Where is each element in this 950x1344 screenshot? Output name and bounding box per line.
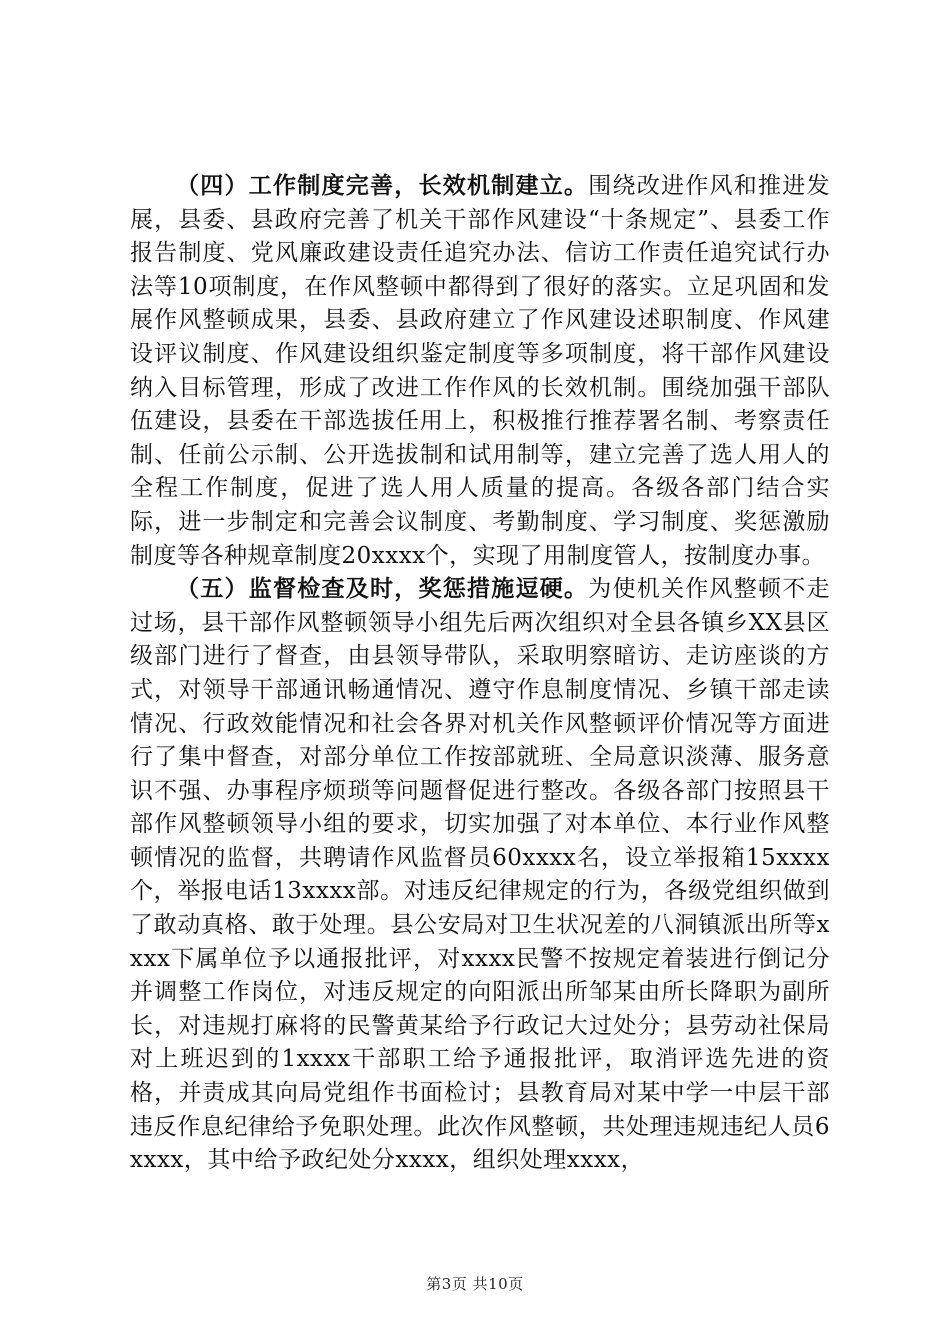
paragraph-section-5 xyxy=(130,573,830,1178)
paragraph-text: 围绕改进作风和推进发展，县委、县政府完善了机关干部作风建设“十条规定”、县委工作报告制度、党风廉政建设责任追究办法、信访工作责任追究试行办法等10项制度，在作风整顿中都得到了很好的落实。立足巩固和发展作风整顿成果，县委、县政府建立了作风建设述职制度、作风建设评议制度、作风建设组织鉴定制度等多项制度，将干部作风建设纳入目标管理，形成了改进工作作风的长效机制。围绕加强干部队伍建设，县委在干部选拔任用上，积极推行推荐署名制、考察责任制、任前公示制、公开选拔制和试用制等，建立完善了选人用人的全程工作制度，促进了选人用人质量的提高。各级各部门结合实际，进一步制定和完善会议制度、考勤制度、学习制度、奖惩激励制度等各种规章制度20xxxx个，实现了用制度管人，按制度办事。 xyxy=(130,173,830,569)
paragraph-heading: （五）监督检查及时，奖惩措施逗硬。 xyxy=(176,576,589,603)
paragraph-section-4 xyxy=(130,170,830,573)
paragraph-text: 为使机关作风整顿不走过场，县干部作风整顿领导小组先后两次组织对全县各镇乡XX县区级部门进行了督查，由县领导带队，采取明察暗访、走访座谈的方式，对领导干部通讯畅通情况、遵守作息制度情况、乡镇干部走读情况、行政效能情况和社会各界对机关作风整顿评价情况等方面进行了集中督查，对部分单位工作按部就班、全局意识淡薄、服务意识不强、办事程序烦琐等问题督促进行整改。各级各部门按照县干部作风整顿领导小组的要求，切实加强了对本单位、本行业作风整顿情况的监督，共聘请作风监督员60xxxx名，设立举报箱15xxxx个，举报电话13xxxx部。对违反纪律规定的行为，各级党组织做到了敢动真格、敢于处理。县公安局对卫生状况差的八洞镇派出所等xxxx下属单位予以通报批评，对xxxx民警不按规定着装进行倒记分并调整工作岗位，对违反规定的向阳派出所邹某由所长降职为副所长，对违规打麻将的民警黄某给予行政记大过处分；县劳动社保局对上班迟到的1xxxx干部职工给予通报批评，取消评选先进的资格，并责成其向局党组作书面检讨；县教育局对某中学一中层干部违反作息纪律给予免职处理。此次作风整顿，共处理违规违纪人员6xxxx，其中给予政纪处分xxxx，组织处理xxxx， xyxy=(130,576,830,1174)
document-body xyxy=(130,170,830,1178)
page-number-footer: 第3页 共10页 xyxy=(426,1275,524,1293)
paragraph-heading: （四）工作制度完善，长效机制建立。 xyxy=(176,173,589,199)
